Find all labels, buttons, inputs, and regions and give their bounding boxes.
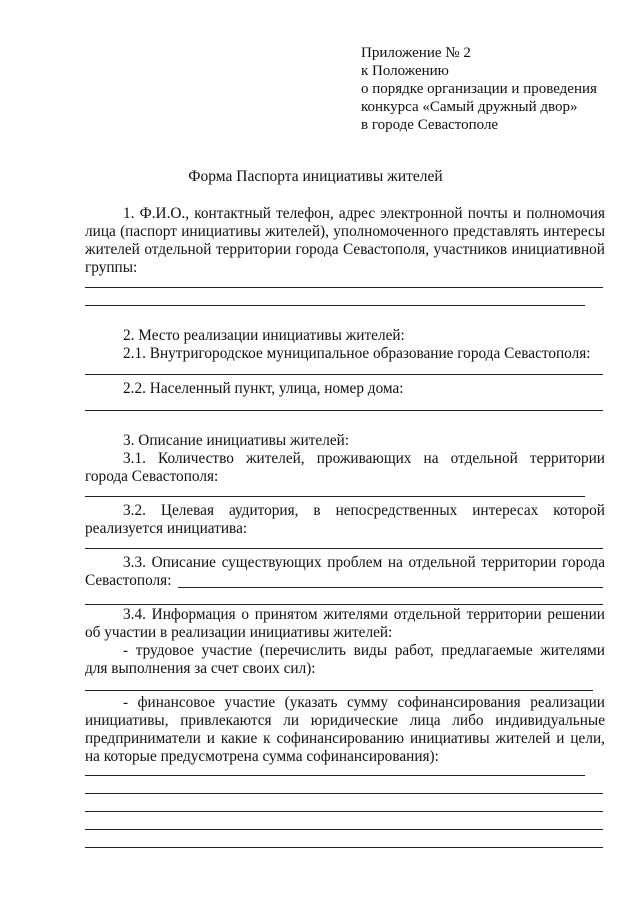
section3-1-line1: 3.1. Количество жителей, проживающих на отдельной территории [123,450,605,467]
fill-line [85,604,603,605]
section2-2: 2.2. Населенный пункт, улица, номер дома: [123,380,404,397]
appendix-regulation: о порядке организации и проведения [361,81,597,97]
appendix-city: в городе Севастополе [361,117,499,133]
section3-2-line1: 3.2. Целевая аудитория, в непосредственных интересах которой [123,502,605,519]
financial-participation-line3: предприниматели и какие к софинансированию инициативы жителей и цели, [85,730,605,747]
section2-heading: 2. Место реализации инициативы жителей: [123,327,405,344]
section1-line1: 1. Ф.И.О., контактный телефон, адрес электронной почты и полномочия [123,205,605,222]
fill-line [85,496,585,497]
section3-heading: 3. Описание инициативы жителей: [123,432,350,449]
fill-line [85,847,603,848]
fill-line [85,374,603,375]
fill-line [178,587,603,588]
section3-4-line1: 3.4. Информация о принятом жителями отдельной территории решении [123,606,605,623]
section3-3-line1: 3.3. Описание существующих проблем на отдельной территории города [123,554,605,571]
financial-participation-line2: инициативы, привлекаются ли юридические лица либо индивидуальные [85,712,605,729]
labor-participation-line1: - трудовое участие (перечислить виды работ, предлагаемые жителями [123,642,605,659]
appendix-reference: к Положению [361,63,449,79]
fill-line [85,287,603,288]
labor-participation-line2: для выполнения за счет своих сил): [85,660,316,677]
fill-line [85,548,603,549]
section1-line2: лица (паспорт инициативы жителей), уполномоченного представлять интересы [85,223,605,240]
fill-line [85,775,585,776]
fill-line [85,793,603,794]
fill-line [85,829,603,830]
fill-line [85,305,585,306]
section3-1-line2: города Севастополя: [85,468,219,485]
financial-participation-line4: на которые предусмотрена сумма софинансирования): [85,748,439,765]
appendix-number: Приложение № 2 [361,45,471,61]
fill-line [85,811,603,812]
fill-line [85,690,593,691]
financial-participation-line1: - финансовое участие (указать сумму софинансирования реализации [123,694,605,711]
fill-line [85,410,603,411]
section2-1: 2.1. Внутригородское муниципальное образование города Севастополя: [123,345,591,362]
section3-4-line2: об участии в реализации инициативы жителей: [85,624,393,641]
section3-3-line2: Севастополя: [85,572,172,589]
page-title: Форма Паспорта инициативы жителей [188,168,443,185]
section3-2-line2: реализуется инициатива: [85,520,248,537]
section1-line4: группы: [85,259,138,276]
section1-line3: жителей отдельной территории города Севастополя, участников инициативной [85,241,605,258]
appendix-contest: конкурса «Самый дружный двор» [361,99,578,115]
